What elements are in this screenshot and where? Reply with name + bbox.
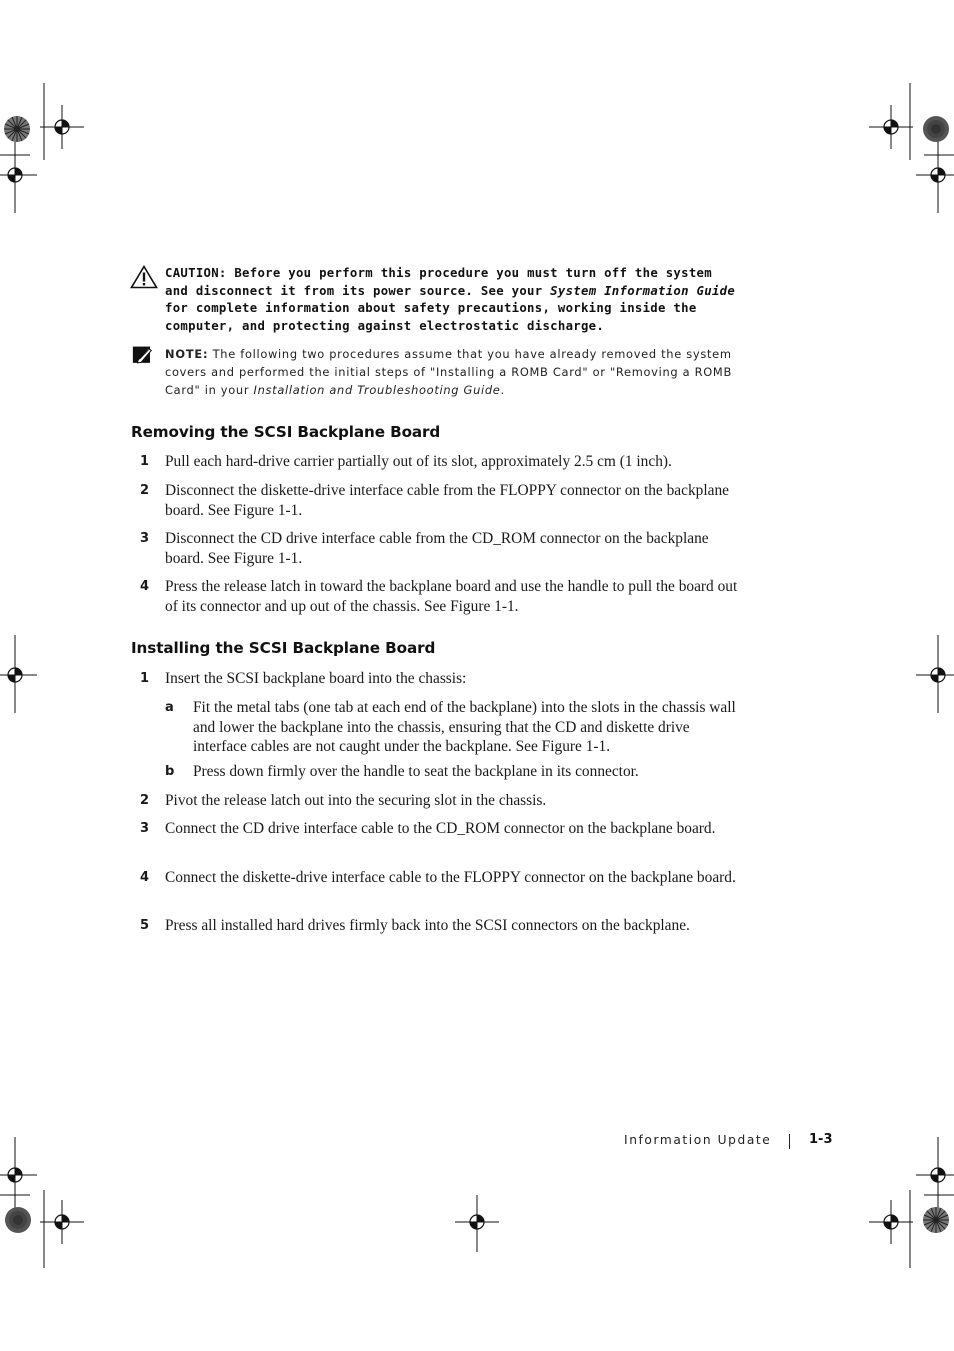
note-label: NOTE:	[165, 347, 209, 361]
installing-step-2	[140, 791, 740, 811]
removing-step-1	[140, 452, 740, 472]
substep-letter: a	[165, 700, 174, 715]
step-number: 2	[140, 793, 150, 808]
installing-substep-b	[165, 762, 745, 782]
step-text: Pull each hard-drive carrier partially out of its slot, approximately 2.5 cm (1 inch).	[165, 453, 672, 470]
step-text: Insert the SCSI backplane board into the chassis:	[165, 670, 467, 687]
step-number: 2	[140, 483, 150, 498]
installation-guide-title: Installation and Troubleshooting Guide	[253, 383, 501, 397]
removing-heading: Removing the SCSI Backplane Board	[131, 423, 441, 441]
step-text: Press the release latch in toward the backplane board and use the handle to pull the board out of its connector and up out of the chassis. See Figure 1-1.	[165, 578, 738, 615]
step-number: 4	[140, 579, 150, 594]
caution-text	[165, 265, 740, 335]
page-number: 1-3	[809, 1132, 833, 1147]
substep-letter: b	[165, 764, 175, 779]
substep-text: Press down firmly over the handle to seat the backplane in its connector.	[193, 763, 639, 780]
caution-text-part: Before you perform this procedure you must turn off the system and disconnect it from its power source. See your	[165, 266, 712, 298]
system-information-guide-title: System Information Guide	[550, 283, 736, 298]
note-text-part: The following two procedures assume that you have already removed the system covers and performed the initial steps of "Installing a ROMB Card" or "Removing a ROMB Card" in your	[165, 347, 732, 397]
footer-title: Information Update	[624, 1133, 772, 1147]
step-number: 3	[140, 531, 150, 546]
removing-step-2	[140, 481, 740, 520]
step-text: Disconnect the diskette-drive interface cable from the FLOPPY connector on the backplane board. See Figure 1-1.	[165, 482, 729, 519]
step-text: Connect the diskette-drive interface cable to the FLOPPY connector on the backplane board.	[165, 869, 736, 886]
note-text	[165, 345, 740, 399]
step-number: 3	[140, 821, 150, 836]
footer-divider	[789, 1134, 790, 1149]
installing-step-3	[140, 819, 740, 839]
step-number: 4	[140, 870, 150, 885]
installing-substep-a	[165, 698, 745, 757]
step-text: Connect the CD drive interface cable to the CD_ROM connector on the backplane board.	[165, 820, 716, 837]
caution-text-part: for complete information about safety precautions, working inside the computer, and protecting against electrostatic discharge.	[165, 301, 697, 333]
step-text: Pivot the release latch out into the securing slot in the chassis.	[165, 792, 547, 809]
step-text: Disconnect the CD drive interface cable from the CD_ROM connector on the backplane board. See Figure 1-1.	[165, 530, 709, 567]
step-number: 1	[140, 454, 150, 469]
step-text: Press all installed hard drives firmly back into the SCSI connectors on the backplane.	[165, 917, 690, 934]
removing-step-3	[140, 529, 740, 568]
step-number: 5	[140, 918, 150, 933]
note-block	[130, 345, 740, 399]
note-text-part: .	[500, 383, 505, 397]
removing-step-4	[140, 577, 740, 616]
caution-block	[130, 265, 740, 335]
installing-heading: Installing the SCSI Backplane Board	[131, 639, 436, 657]
substep-text: Fit the metal tabs (one tab at each end of the backplane) into the slots in the chassis wall and lower the backplane into the chassis, ensuring that the CD and diskette drive interface cables are not caught under the backplane. See Figure 1-1.	[193, 699, 736, 755]
installing-step-5	[140, 916, 740, 936]
step-number: 1	[140, 671, 150, 686]
installing-step-4	[140, 868, 740, 888]
caution-label: CAUTION:	[165, 266, 227, 280]
pencil-note-icon	[132, 345, 156, 367]
warning-triangle-icon	[130, 265, 158, 289]
installing-step-1	[140, 669, 740, 689]
